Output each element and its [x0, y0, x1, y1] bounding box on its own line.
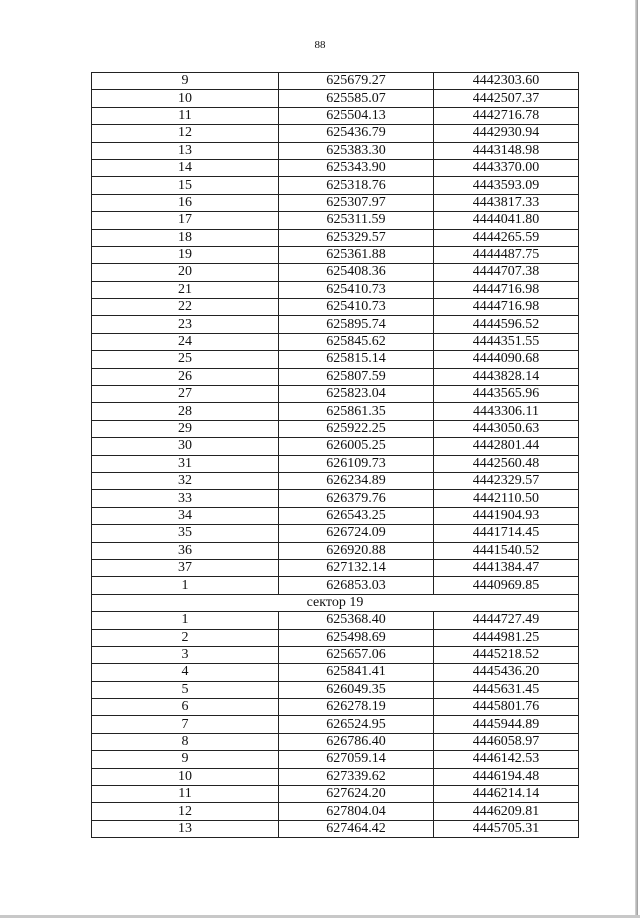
y-coordinate-cell: 4444981.25: [434, 629, 579, 646]
x-coordinate-cell: 627059.14: [279, 751, 434, 768]
x-coordinate-cell: 625679.27: [279, 73, 434, 90]
y-coordinate-cell: 4445218.52: [434, 646, 579, 663]
table-row: [92, 316, 579, 333]
point-number-cell: 9: [92, 73, 279, 90]
x-coordinate-cell: 626234.89: [279, 472, 434, 489]
point-number-cell: 16: [92, 194, 279, 211]
y-coordinate-cell: 4444596.52: [434, 316, 579, 333]
table-row: [92, 507, 579, 524]
table-row: [92, 351, 579, 368]
table-row: [92, 542, 579, 559]
x-coordinate-cell: 625845.62: [279, 333, 434, 350]
point-number-cell: 2: [92, 629, 279, 646]
table-row: [92, 664, 579, 681]
point-number-cell: 10: [92, 768, 279, 785]
y-coordinate-cell: 4446214.14: [434, 786, 579, 803]
point-number-cell: 13: [92, 820, 279, 837]
x-coordinate-cell: 627132.14: [279, 559, 434, 576]
y-coordinate-cell: 4444487.75: [434, 246, 579, 263]
point-number-cell: 19: [92, 246, 279, 263]
y-coordinate-cell: 4442801.44: [434, 438, 579, 455]
point-number-cell: 5: [92, 681, 279, 698]
table-row: [92, 125, 579, 142]
y-coordinate-cell: 4442507.37: [434, 90, 579, 107]
x-coordinate-cell: 625841.41: [279, 664, 434, 681]
y-coordinate-cell: 4442303.60: [434, 73, 579, 90]
y-coordinate-cell: 4444707.38: [434, 264, 579, 281]
point-number-cell: 9: [92, 751, 279, 768]
x-coordinate-cell: 625823.04: [279, 386, 434, 403]
x-coordinate-cell: 627464.42: [279, 820, 434, 837]
x-coordinate-cell: 625504.13: [279, 107, 434, 124]
table-row: [92, 229, 579, 246]
y-coordinate-cell: 4441904.93: [434, 507, 579, 524]
x-coordinate-cell: 625410.73: [279, 281, 434, 298]
y-coordinate-cell: 4444041.80: [434, 212, 579, 229]
table-row: [92, 299, 579, 316]
point-number-cell: 32: [92, 472, 279, 489]
table-row: [92, 333, 579, 350]
x-coordinate-cell: 626524.95: [279, 716, 434, 733]
y-coordinate-cell: 4441714.45: [434, 525, 579, 542]
y-coordinate-cell: 4444351.55: [434, 333, 579, 350]
page-number: 88: [314, 39, 326, 51]
y-coordinate-cell: 4442560.48: [434, 455, 579, 472]
y-coordinate-cell: 4443148.98: [434, 142, 579, 159]
table-row: [92, 733, 579, 750]
y-coordinate-cell: 4443370.00: [434, 159, 579, 176]
point-number-cell: 1: [92, 577, 279, 594]
table-row: [92, 472, 579, 489]
sector-title: сектор 19: [92, 594, 579, 611]
table-row: [92, 386, 579, 403]
table-row: [92, 820, 579, 837]
point-number-cell: 31: [92, 455, 279, 472]
table-row: [92, 577, 579, 594]
table-row: [92, 246, 579, 263]
point-number-cell: 10: [92, 90, 279, 107]
point-number-cell: 4: [92, 664, 279, 681]
y-coordinate-cell: 4444716.98: [434, 299, 579, 316]
y-coordinate-cell: 4443828.14: [434, 368, 579, 385]
x-coordinate-cell: 625585.07: [279, 90, 434, 107]
table-row: [92, 490, 579, 507]
y-coordinate-cell: 4442930.94: [434, 125, 579, 142]
point-number-cell: 35: [92, 525, 279, 542]
point-number-cell: 29: [92, 420, 279, 437]
y-coordinate-cell: 4444265.59: [434, 229, 579, 246]
y-coordinate-cell: 4444716.98: [434, 281, 579, 298]
x-coordinate-cell: 627804.04: [279, 803, 434, 820]
x-coordinate-cell: 625498.69: [279, 629, 434, 646]
point-number-cell: 8: [92, 733, 279, 750]
x-coordinate-cell: 625807.59: [279, 368, 434, 385]
table-row: [92, 559, 579, 576]
point-number-cell: 12: [92, 803, 279, 820]
y-coordinate-cell: 4445944.89: [434, 716, 579, 733]
table-row: [92, 368, 579, 385]
point-number-cell: 25: [92, 351, 279, 368]
x-coordinate-cell: 626109.73: [279, 455, 434, 472]
table-row: [92, 159, 579, 176]
point-number-cell: 28: [92, 403, 279, 420]
point-number-cell: 22: [92, 299, 279, 316]
table-row: [92, 264, 579, 281]
table-row: [92, 194, 579, 211]
point-number-cell: 14: [92, 159, 279, 176]
table-row: [92, 768, 579, 785]
point-number-cell: 34: [92, 507, 279, 524]
point-number-cell: 11: [92, 786, 279, 803]
x-coordinate-cell: 625657.06: [279, 646, 434, 663]
table-row: [92, 803, 579, 820]
table-row: [92, 142, 579, 159]
x-coordinate-cell: 626379.76: [279, 490, 434, 507]
x-coordinate-cell: 625408.36: [279, 264, 434, 281]
table-row: [92, 73, 579, 90]
point-number-cell: 20: [92, 264, 279, 281]
coordinates-table-body: [92, 73, 579, 838]
point-number-cell: 30: [92, 438, 279, 455]
x-coordinate-cell: 625410.73: [279, 299, 434, 316]
y-coordinate-cell: 4443565.96: [434, 386, 579, 403]
table-row: [92, 525, 579, 542]
x-coordinate-cell: 626278.19: [279, 699, 434, 716]
y-coordinate-cell: 4443817.33: [434, 194, 579, 211]
table-row: [92, 716, 579, 733]
table-row: [92, 420, 579, 437]
point-number-cell: 1: [92, 612, 279, 629]
x-coordinate-cell: 625861.35: [279, 403, 434, 420]
y-coordinate-cell: 4441384.47: [434, 559, 579, 576]
y-coordinate-cell: 4445801.76: [434, 699, 579, 716]
table-row: [92, 629, 579, 646]
x-coordinate-cell: 625311.59: [279, 212, 434, 229]
x-coordinate-cell: 625895.74: [279, 316, 434, 333]
page-edge-shadow: [635, 0, 638, 918]
x-coordinate-cell: 625318.76: [279, 177, 434, 194]
x-coordinate-cell: 626724.09: [279, 525, 434, 542]
point-number-cell: 15: [92, 177, 279, 194]
x-coordinate-cell: 626853.03: [279, 577, 434, 594]
point-number-cell: 27: [92, 386, 279, 403]
table-row: [92, 455, 579, 472]
table-row: [92, 751, 579, 768]
y-coordinate-cell: 4445631.45: [434, 681, 579, 698]
y-coordinate-cell: 4441540.52: [434, 542, 579, 559]
y-coordinate-cell: 4443050.63: [434, 420, 579, 437]
point-number-cell: 3: [92, 646, 279, 663]
x-coordinate-cell: 626920.88: [279, 542, 434, 559]
point-number-cell: 7: [92, 716, 279, 733]
table-row: [92, 177, 579, 194]
x-coordinate-cell: 625329.57: [279, 229, 434, 246]
x-coordinate-cell: 625343.90: [279, 159, 434, 176]
table-row: [92, 403, 579, 420]
x-coordinate-cell: 625815.14: [279, 351, 434, 368]
y-coordinate-cell: 4443593.09: [434, 177, 579, 194]
point-number-cell: 33: [92, 490, 279, 507]
y-coordinate-cell: 4440969.85: [434, 577, 579, 594]
x-coordinate-cell: 627624.20: [279, 786, 434, 803]
x-coordinate-cell: 625307.97: [279, 194, 434, 211]
x-coordinate-cell: 626049.35: [279, 681, 434, 698]
point-number-cell: 24: [92, 333, 279, 350]
point-number-cell: 36: [92, 542, 279, 559]
y-coordinate-cell: 4445705.31: [434, 820, 579, 837]
point-number-cell: 6: [92, 699, 279, 716]
y-coordinate-cell: 4442716.78: [434, 107, 579, 124]
x-coordinate-cell: 626786.40: [279, 733, 434, 750]
y-coordinate-cell: 4442329.57: [434, 472, 579, 489]
y-coordinate-cell: 4444090.68: [434, 351, 579, 368]
x-coordinate-cell: 625383.30: [279, 142, 434, 159]
table-row: [92, 281, 579, 298]
y-coordinate-cell: 4446058.97: [434, 733, 579, 750]
x-coordinate-cell: 627339.62: [279, 768, 434, 785]
table-row: [92, 646, 579, 663]
table-row: [92, 212, 579, 229]
x-coordinate-cell: 625436.79: [279, 125, 434, 142]
y-coordinate-cell: 4446194.48: [434, 768, 579, 785]
table-row: [92, 612, 579, 629]
point-number-cell: 12: [92, 125, 279, 142]
point-number-cell: 26: [92, 368, 279, 385]
point-number-cell: 18: [92, 229, 279, 246]
table-row: [92, 681, 579, 698]
point-number-cell: 17: [92, 212, 279, 229]
y-coordinate-cell: 4444727.49: [434, 612, 579, 629]
point-number-cell: 11: [92, 107, 279, 124]
y-coordinate-cell: 4445436.20: [434, 664, 579, 681]
x-coordinate-cell: 626005.25: [279, 438, 434, 455]
x-coordinate-cell: 625922.25: [279, 420, 434, 437]
y-coordinate-cell: 4443306.11: [434, 403, 579, 420]
y-coordinate-cell: 4446209.81: [434, 803, 579, 820]
x-coordinate-cell: 625368.40: [279, 612, 434, 629]
coordinates-table: [91, 72, 579, 838]
sector-header-row: [92, 594, 579, 611]
table-row: [92, 90, 579, 107]
point-number-cell: 23: [92, 316, 279, 333]
table-row: [92, 438, 579, 455]
y-coordinate-cell: 4442110.50: [434, 490, 579, 507]
x-coordinate-cell: 625361.88: [279, 246, 434, 263]
x-coordinate-cell: 626543.25: [279, 507, 434, 524]
point-number-cell: 37: [92, 559, 279, 576]
y-coordinate-cell: 4446142.53: [434, 751, 579, 768]
point-number-cell: 21: [92, 281, 279, 298]
table-row: [92, 699, 579, 716]
table-row: [92, 107, 579, 124]
point-number-cell: 13: [92, 142, 279, 159]
table-row: [92, 786, 579, 803]
